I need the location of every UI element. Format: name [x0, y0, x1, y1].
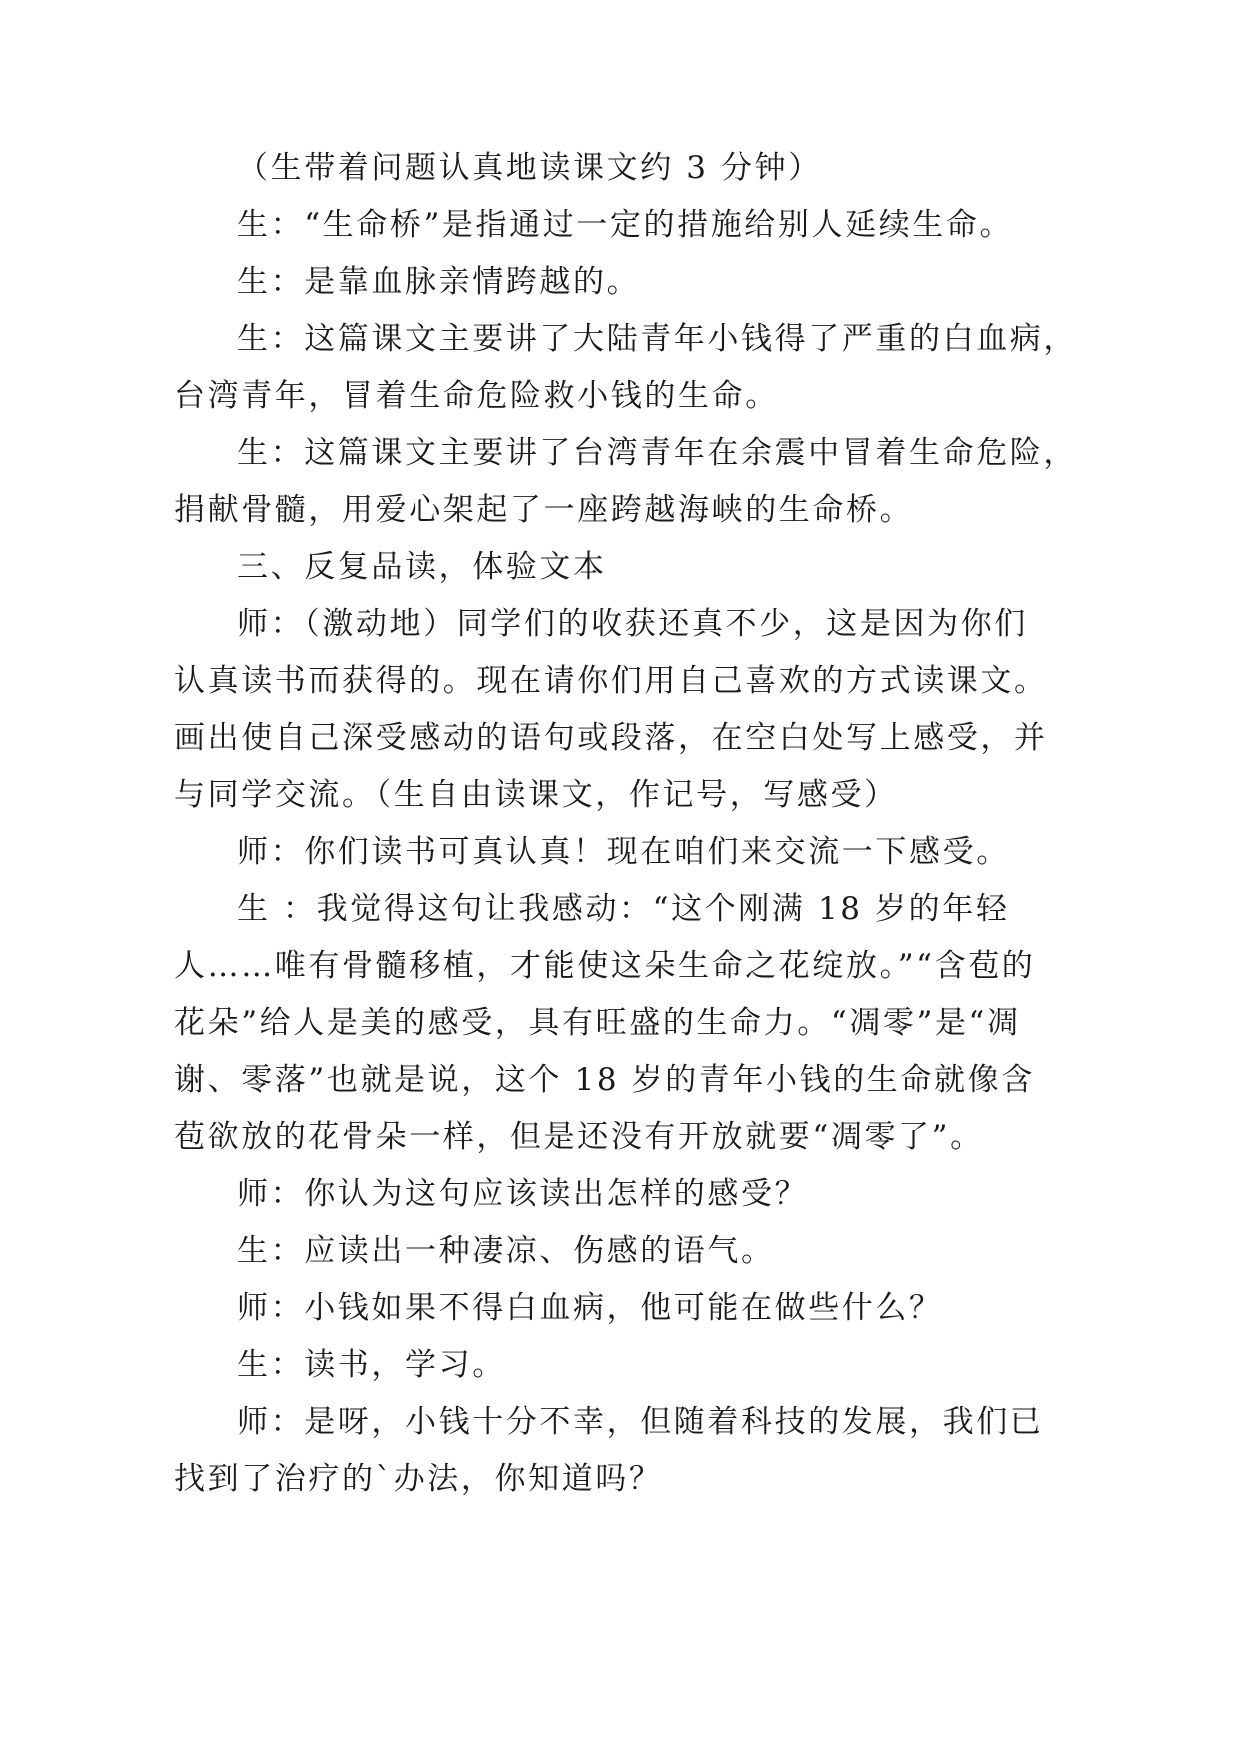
text-line-2: 生：“生命桥”是指通过一定的措施给别人延续生命。: [237, 207, 1014, 243]
text-line-21: 师：小钱如果不得白血病，他可能在做些什么？: [237, 1290, 943, 1326]
text-line-4: 生：这篇课文主要讲了大陆青年小钱得了严重的白血病，: [237, 321, 1077, 357]
text-line-5: 台湾青年，冒着生命危险救小钱的生命。: [174, 378, 779, 414]
text-line-6: 生：这篇课文主要讲了台湾青年在余震中冒着生命危险，: [237, 435, 1077, 471]
text-line-9: 师：（激动地）同学们的收获还真不少，这是因为你们: [237, 606, 1028, 642]
text-line-15: 人……唯有骨髓移植，才能使这朵生命之花绽放。”“含苞的: [174, 948, 1036, 984]
text-line-11: 画出使自己深受感动的语句或段落，在空白处写上感受，并: [174, 720, 1048, 756]
section-heading: 三、反复品读，体验文本: [237, 549, 607, 585]
text-line-17: 谢、零落”也就是说，这个 18 岁的青年小钱的生命就像含: [174, 1062, 1035, 1098]
text-line-19: 师：你认为这句应该读出怎样的感受？: [237, 1176, 809, 1212]
text-line-3: 生：是靠血脉亲情跨越的。: [237, 264, 641, 300]
text-line-1: （生带着问题认真地读课文约 3 分钟）: [237, 150, 822, 186]
text-line-7: 捐献骨髓，用爱心架起了一座跨越海峡的生命桥。: [174, 492, 914, 528]
text-line-22: 生：读书，学习。: [237, 1347, 506, 1383]
text-line-12: 与同学交流。（生自由读课文，作记号，写感受）: [174, 777, 898, 813]
text-line-13: 师：你们读书可真认真！现在咱们来交流一下感受。: [237, 834, 1010, 870]
text-line-10: 认真读书而获得的。现在请你们用自己喜欢的方式读课文。: [174, 663, 1048, 699]
text-line-23: 师：是呀，小钱十分不幸，但随着科技的发展，我们已: [237, 1404, 1044, 1440]
text-line-24: 找到了治疗的`办法，你知道吗？: [174, 1461, 663, 1497]
text-line-18: 苞欲放的花骨朵一样，但是还没有开放就要“凋零了”。: [174, 1119, 984, 1155]
text-line-20: 生：应读出一种凄凉、伤感的语气。: [237, 1233, 775, 1269]
text-line-14: 生 ：我觉得这句让我感动：“这个刚满 18 岁的年轻: [237, 891, 1010, 927]
text-line-16: 花朵”给人是美的感受，具有旺盛的生命力。“凋零”是“凋: [174, 1005, 1021, 1041]
